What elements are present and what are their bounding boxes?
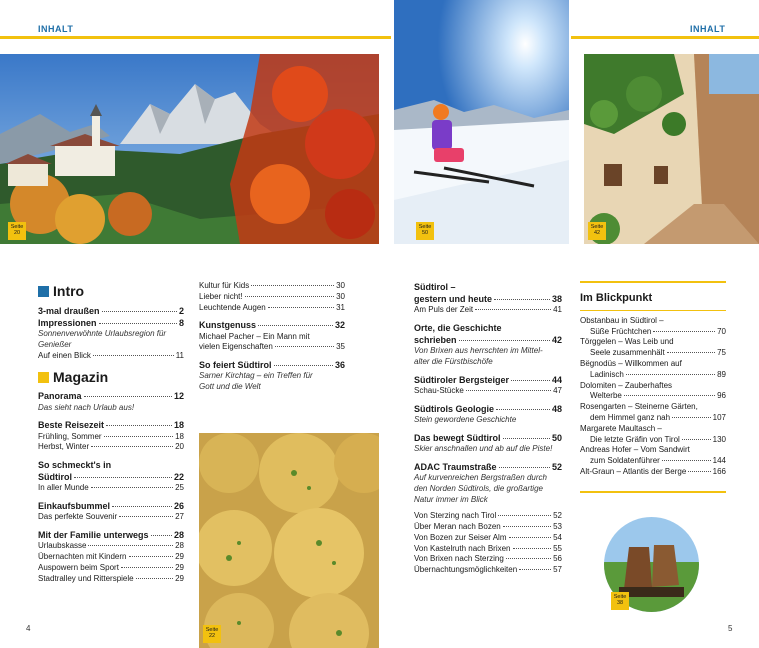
toc-entry-title: Andreas Hofer – Vom Sandwirt: [580, 445, 690, 455]
toc-entry-title: Urlaubskasse: [38, 541, 87, 551]
seite-label: Seite: [613, 594, 627, 600]
toc-entry: [414, 403, 562, 415]
toc-entry-title: Leuchtende Augen: [199, 302, 266, 312]
leader-dots: [119, 516, 173, 517]
section-magazin: [38, 368, 184, 387]
knoedel-photo: [199, 433, 379, 648]
leader-dots: [503, 526, 551, 527]
toc-entry-title: Von Brixen nach Sterzing: [414, 554, 504, 564]
toc-entry-page: 47: [553, 386, 562, 396]
blickpunkt-top-line: [580, 281, 726, 283]
toc-entry: [38, 574, 184, 585]
toc-entry: [199, 382, 345, 393]
toc-entry-title: Kunstgenuss: [199, 320, 257, 331]
seite-page: 42: [593, 230, 601, 236]
toc-entry-page: 75: [717, 348, 726, 358]
seite-label: Seite: [205, 627, 219, 633]
toc-entry-title: zum Soldatenführer: [590, 456, 660, 466]
toc-entry: [199, 342, 345, 353]
toc-entry-title: In aller Munde: [38, 483, 89, 493]
col2-list: [199, 281, 345, 393]
blickpunkt-title: Im Blickpunkt: [580, 292, 653, 304]
toc-entry-title: Schau-Stücke: [414, 386, 464, 396]
leader-dots: [102, 311, 177, 312]
toc-entry-title: Einkaufsbummel: [38, 501, 111, 512]
toc-entry: [414, 293, 562, 305]
toc-entry: [414, 346, 562, 357]
toc-entry-page: 38: [551, 294, 562, 305]
leader-dots: [129, 556, 174, 557]
toc-entry-page: 30: [336, 291, 345, 301]
toc-entry-title: Auf kurvenreichen Bergstraßen durch: [414, 472, 547, 482]
toc-entry-page: 29: [175, 562, 184, 572]
toc-entry: [38, 512, 184, 523]
toc-entry: [38, 305, 184, 317]
toc-entry: [199, 371, 345, 382]
dolomites-photo: [0, 54, 379, 244]
toc-entry: [38, 483, 184, 494]
toc-entry-title: Sarner Kirchtag – ein Treffen für: [199, 371, 313, 381]
toc-entry: [414, 565, 562, 576]
toc-entry: [580, 348, 726, 359]
toc-entry: [580, 370, 726, 381]
toc-entry-page: 41: [553, 305, 562, 315]
toc-entry: [414, 473, 562, 484]
toc-entry-title: Von Bozen zur Seiser Alm: [414, 532, 507, 542]
toc-entry-page: 8: [178, 318, 184, 329]
leader-dots: [513, 548, 552, 549]
alley-photo: [584, 54, 759, 244]
toc-entry: [580, 424, 726, 435]
toc-entry: [38, 442, 184, 453]
toc-entry-title: Panorama: [38, 391, 82, 402]
toc-entry: [580, 316, 726, 327]
toc-entry-title: Dolomiten – Zauberhaftes: [580, 380, 673, 390]
toc-entry-title: Die letzte Gräfin von Tirol: [590, 434, 680, 444]
toc-entry-page: 144: [712, 456, 726, 466]
toc-entry-page: 54: [553, 532, 562, 542]
toc-entry: [38, 403, 184, 414]
toc-entry-title: Das sieht nach Urlaub aus!: [38, 402, 135, 412]
leader-dots: [104, 436, 174, 437]
toc-entry: [414, 484, 562, 495]
leader-dots: [519, 569, 551, 570]
toc-column-3: [414, 281, 562, 576]
toc-entry-title: schrieben: [414, 335, 457, 346]
toc-entry-page: 57: [553, 565, 562, 575]
col4-list: [580, 316, 726, 478]
section-title: Magazin: [53, 368, 109, 385]
toc-entry-title: Frühling, Sommer: [38, 431, 102, 441]
toc-entry-page: 96: [717, 391, 726, 401]
toc-entry: [580, 445, 726, 456]
toc-entry: [199, 359, 345, 371]
toc-entry-title: Ladinisch: [590, 369, 624, 379]
leader-dots: [672, 417, 711, 418]
blickpunkt-divider: [580, 310, 726, 311]
toc-entry: [414, 511, 562, 522]
leader-dots: [275, 346, 334, 347]
toc-entry: [38, 459, 184, 471]
toc-entry: [38, 541, 184, 552]
toc-entry: [414, 554, 562, 565]
leader-dots: [494, 299, 550, 300]
toc-entry-title: Skier anschnallen und ab auf die Piste!: [414, 443, 553, 453]
toc-entry: [38, 471, 184, 483]
seite-badge: [203, 625, 221, 643]
toc-entry-page: 29: [175, 552, 184, 562]
toc-entry: [414, 544, 562, 555]
header-left-label: INHALT: [38, 24, 74, 34]
leader-dots: [459, 340, 550, 341]
toc-entry: [580, 337, 726, 348]
leader-dots: [509, 537, 552, 538]
magazin-list: [38, 390, 184, 584]
toc-entry-page: 29: [175, 573, 184, 583]
section-title: Intro: [53, 283, 85, 299]
toc-entry-page: 52: [551, 461, 562, 472]
seite-label: Seite: [10, 224, 24, 230]
leader-dots: [91, 446, 173, 447]
leader-dots: [511, 380, 550, 381]
toc-entry-title: Rosengarten – Steinerne Gärten,: [580, 402, 698, 412]
toc-entry-page: 52: [553, 511, 562, 521]
toc-entry-page: 89: [717, 369, 726, 379]
toc-entry-title: Stein gewordene Geschichte: [414, 415, 517, 425]
page-number-left: 4: [26, 624, 31, 633]
toc-entry-page: 35: [336, 342, 345, 352]
blickpunkt-bottom-line: [580, 491, 726, 493]
toc-entry-page: 30: [336, 281, 345, 290]
toc-entry-page: 28: [173, 530, 184, 541]
seite-page: 50: [421, 230, 429, 236]
toc-entry-title: Welterbe: [590, 391, 622, 401]
toc-entry-title: Natur immer im Blick: [414, 494, 488, 504]
leader-dots: [251, 285, 334, 286]
toc-entry: [414, 281, 562, 293]
toc-entry-title: Von Kastelruth nach Brixen: [414, 543, 511, 553]
toc-entry-title: Süße Früchtchen: [590, 326, 652, 336]
toc-entry-title: Mit der Familie unterwegs: [38, 530, 149, 541]
toc-entry-title: Gott und die Welt: [199, 382, 261, 392]
leader-dots: [496, 409, 550, 410]
toc-entry-page: 25: [175, 483, 184, 493]
toc-entry: [414, 386, 562, 397]
toc-entry-page: 42: [551, 335, 562, 346]
leader-dots: [151, 535, 172, 536]
seite-page: 20: [13, 230, 21, 236]
toc-entry-page: 53: [553, 522, 562, 532]
toc-entry-title: Am Puls der Zeit: [414, 305, 474, 315]
header-line-right: [571, 36, 759, 39]
toc-entry: [580, 327, 726, 338]
seite-label: Seite: [418, 224, 432, 230]
toc-entry: [38, 552, 184, 563]
toc-entry-title: Impressionen: [38, 318, 97, 329]
toc-entry-title: Über Meran nach Bozen: [414, 522, 501, 532]
toc-entry-title: So feiert Südtirol: [199, 360, 272, 371]
toc-entry-title: Das bewegt Südtirol: [414, 432, 501, 443]
leader-dots: [136, 578, 173, 579]
toc-entry-title: Von Sterzing nach Tirol: [414, 511, 497, 521]
leader-dots: [499, 467, 550, 468]
toc-entry: [414, 415, 562, 426]
leader-dots: [498, 515, 551, 516]
toc-entry-page: 50: [551, 432, 562, 443]
toc-entry-title: den Norden Südtirols, die großartige: [414, 483, 543, 493]
leader-dots: [653, 331, 715, 332]
toc-entry-title: Kultur für Kids: [199, 281, 250, 290]
toc-entry-page: 18: [175, 431, 184, 441]
leader-dots: [268, 307, 334, 308]
toc-entry: [199, 292, 345, 303]
leader-dots: [245, 296, 335, 297]
toc-entry-page: 27: [175, 512, 184, 522]
toc-entry: [38, 563, 184, 574]
leader-dots: [475, 309, 551, 310]
leader-dots: [121, 567, 173, 568]
seite-page: 38: [616, 600, 624, 606]
page-number-right: 5: [728, 624, 733, 633]
toc-entry-page: 31: [336, 302, 345, 312]
toc-column-2: [199, 281, 345, 393]
toc-entry: [38, 419, 184, 431]
toc-entry-page: 20: [175, 442, 184, 452]
toc-entry: [580, 391, 726, 402]
leader-dots: [84, 396, 172, 397]
leader-dots: [258, 325, 333, 326]
toc-entry: [38, 500, 184, 512]
toc-entry-title: Übernachtungsmöglichkeiten: [414, 565, 518, 575]
toc-entry-title: Stadtralley und Ritterspiele: [38, 573, 134, 583]
toc-entry-title: Beste Reisezeit: [38, 420, 105, 431]
seite-label: Seite: [590, 224, 604, 230]
leader-dots: [88, 545, 173, 546]
toc-entry-title: Lieber nicht!: [199, 291, 243, 301]
toc-entry: [414, 495, 562, 506]
toc-entry-title: Übernachten mit Kindern: [38, 552, 127, 562]
toc-entry: [414, 432, 562, 444]
leader-dots: [93, 355, 174, 356]
toc-entry: [199, 319, 345, 331]
toc-entry-title: 3-mal draußen: [38, 305, 100, 316]
toc-entry: [38, 351, 184, 362]
toc-entry-page: 32: [334, 320, 345, 331]
toc-entry-title: Törggelen – Was Leib und: [580, 337, 674, 347]
toc-entry: [580, 359, 726, 370]
toc-entry-title: Margarete Maultasch –: [580, 423, 662, 433]
toc-entry-title: Bëgnodüs – Willkommen auf: [580, 359, 682, 369]
toc-entry: [580, 456, 726, 467]
toc-entry-title: Herbst, Winter: [38, 442, 90, 452]
header-right-label: INHALT: [690, 24, 726, 34]
toc-entry-title: Auf einen Blick: [38, 350, 91, 360]
toc-entry: [580, 381, 726, 392]
toc-entry-title: Auspowern beim Sport: [38, 562, 119, 572]
leader-dots: [106, 425, 172, 426]
toc-entry: [199, 332, 345, 343]
toc-entry: [414, 305, 562, 316]
toc-entry-page: 107: [712, 413, 726, 423]
leader-dots: [503, 438, 550, 439]
toc-entry-page: 130: [712, 434, 726, 444]
toc-entry-title: alter die Fürstbischöfe: [414, 357, 493, 367]
toc-entry-title: Südtiroler Bergsteiger: [414, 374, 510, 385]
section-intro: [38, 282, 184, 301]
toc-entry-page: 36: [334, 360, 345, 371]
toc-entry: [414, 334, 562, 346]
toc-entry-page: 11: [175, 350, 184, 360]
toc-entry-page: 48: [551, 403, 562, 414]
toc-entry: [38, 329, 184, 340]
toc-entry-page: 56: [553, 554, 562, 564]
toc-entry-page: 2: [178, 305, 184, 316]
seite-badge: [8, 222, 26, 240]
toc-entry-title: Alt-Graun – Atlantis der Berge: [580, 467, 687, 476]
leader-dots: [626, 374, 715, 375]
toc-entry-page: 22: [173, 472, 184, 483]
toc-entry: [414, 444, 562, 455]
leader-dots: [91, 487, 173, 488]
seite-badge: [611, 592, 629, 610]
toc-entry: [38, 390, 184, 402]
toc-entry-page: 55: [553, 543, 562, 553]
leader-dots: [274, 365, 333, 366]
toc-entry: [199, 303, 345, 314]
toc-column-1: [38, 282, 184, 584]
leader-dots: [667, 352, 715, 353]
toc-entry: [38, 432, 184, 443]
toc-entry-title: Orte, die Geschichte: [414, 323, 502, 334]
leader-dots: [74, 477, 172, 478]
toc-entry: [414, 322, 562, 334]
intro-square-icon: [38, 286, 49, 297]
toc-entry-title: Obstanbau in Südtirol –: [580, 315, 664, 325]
leader-dots: [624, 395, 715, 396]
toc-entry: [414, 357, 562, 368]
header-line-left: [0, 36, 391, 39]
toc-column-4: [580, 291, 726, 478]
toc-entry-page: 70: [717, 326, 726, 336]
toc-entry: [38, 340, 184, 351]
seite-badge: [416, 222, 434, 240]
toc-entry-title: Südtirols Geologie: [414, 403, 495, 414]
toc-entry: [414, 533, 562, 544]
toc-entry: [580, 402, 726, 413]
toc-entry-title: Südtirol –: [414, 282, 456, 292]
seite-page: 22: [208, 633, 216, 639]
leader-dots: [99, 323, 177, 324]
toc-entry-title: Michael Pacher – Ein Mann mit: [199, 331, 310, 341]
toc-entry: [38, 529, 184, 541]
leader-dots: [466, 390, 551, 391]
ski-photo: [394, 0, 569, 244]
toc-entry: [580, 467, 726, 478]
leader-dots: [688, 471, 710, 472]
toc-entry-page: 166: [712, 467, 726, 476]
toc-entry-title: Genießer: [38, 339, 72, 349]
toc-entry-title: Das perfekte Souvenir: [38, 512, 118, 522]
toc-entry-title: Sonnenverwöhnte Urlaubsregion für: [38, 329, 167, 339]
leader-dots: [662, 460, 711, 461]
col3-list: [414, 281, 562, 576]
toc-entry-title: gestern und heute: [414, 294, 493, 305]
toc-entry-page: 26: [173, 501, 184, 512]
toc-entry-page: 44: [551, 374, 562, 385]
toc-entry: [38, 317, 184, 329]
toc-entry-title: ADAC Traumstraße: [414, 461, 497, 472]
seite-badge: [588, 222, 606, 240]
toc-entry-title: So schmeckt's in: [38, 460, 112, 471]
toc-entry-title: dem Himmel ganz nah: [590, 413, 671, 423]
toc-entry-title: Südtirol: [38, 472, 72, 483]
toc-entry-page: 28: [175, 541, 184, 551]
leader-dots: [506, 558, 551, 559]
toc-entry-page: 12: [173, 391, 184, 402]
toc-entry: [414, 522, 562, 533]
toc-entry-page: 18: [173, 420, 184, 431]
toc-entry: [199, 281, 345, 292]
toc-entry-title: Von Brixen aus herrschten im Mittel-: [414, 346, 543, 356]
toc-entry: [580, 435, 726, 446]
leader-dots: [682, 439, 711, 440]
magazin-square-icon: [38, 372, 49, 383]
toc-entry-title: vielen Eigenschaften: [199, 342, 273, 352]
toc-entry: [414, 461, 562, 473]
intro-list: [38, 305, 184, 362]
toc-entry-title: Seele zusammenhält: [590, 348, 665, 358]
leader-dots: [112, 506, 172, 507]
toc-entry: [414, 374, 562, 386]
toc-entry: [580, 413, 726, 424]
